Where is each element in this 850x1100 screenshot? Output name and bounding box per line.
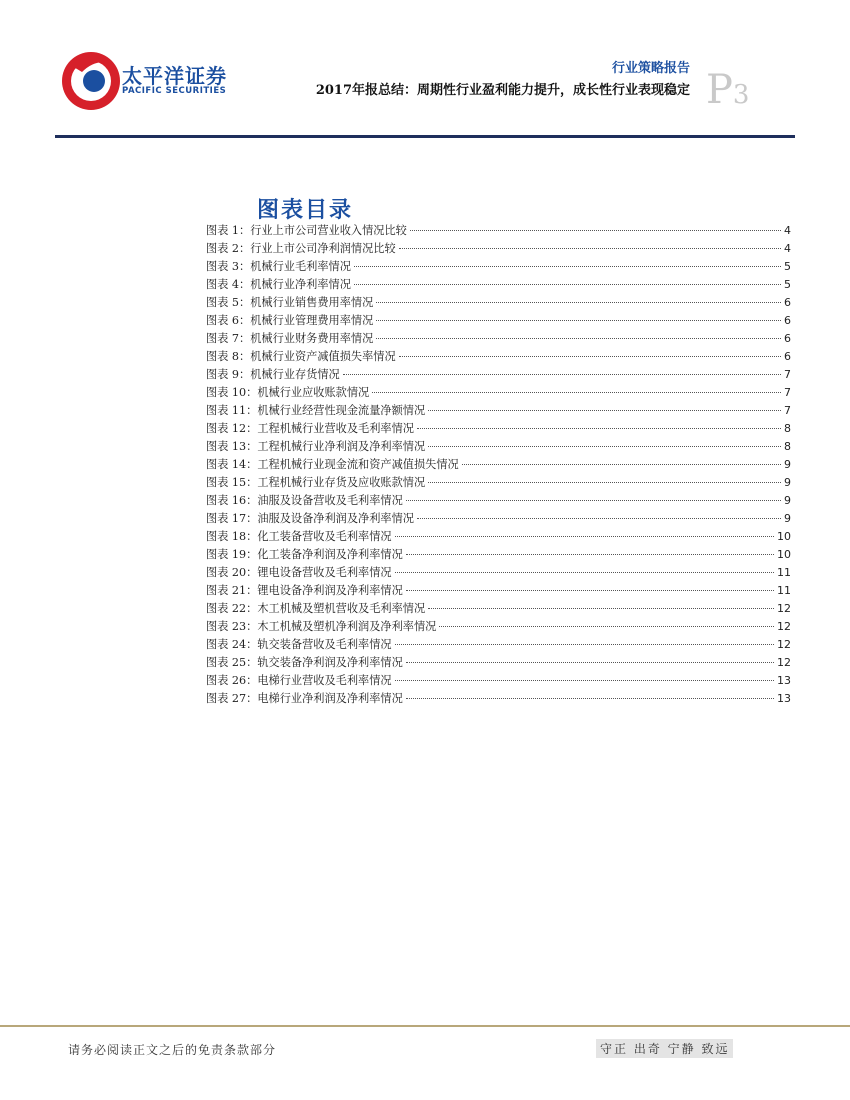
- toc-dot-leader: [428, 446, 781, 447]
- toc-entry-label: 图表 3：机械行业毛利率情况: [206, 260, 351, 273]
- toc-dot-leader: [376, 302, 781, 303]
- toc-entry-label: 图表 12：工程机械行业营收及毛利率情况: [206, 422, 414, 435]
- brand-name-chinese: 太平洋证券: [122, 64, 227, 88]
- toc-entry-label: 图表 15：工程机械行业存货及应收账款情况: [206, 476, 426, 489]
- toc-entry-label: 图表 11：机械行业经营性现金流量净额情况: [206, 404, 426, 417]
- toc-entry[interactable]: [206, 618, 791, 636]
- toc-dot-leader: [406, 590, 774, 591]
- toc-entry-label: 图表 18：化工装备营收及毛利率情况: [206, 530, 392, 543]
- toc-entry-page: 12: [777, 602, 791, 615]
- toc-entry-page: 6: [784, 350, 791, 363]
- toc-entry-label: 图表 19：化工装备净利润及净利率情况: [206, 548, 403, 561]
- toc-entry-page: 7: [784, 368, 791, 381]
- toc-entry[interactable]: [206, 348, 791, 366]
- toc-dot-leader: [399, 248, 781, 249]
- footer-divider: [0, 1025, 850, 1027]
- toc-entry[interactable]: [206, 690, 791, 708]
- toc-entry-label: 图表 6：机械行业管理费用率情况: [206, 314, 374, 327]
- page-marker-number: 3: [732, 80, 750, 110]
- toc-entry[interactable]: [206, 258, 791, 276]
- toc-dot-leader: [439, 626, 774, 627]
- toc-entry-label: 图表 5：机械行业销售费用率情况: [206, 296, 374, 309]
- toc-entry[interactable]: [206, 456, 791, 474]
- toc-entry[interactable]: [206, 582, 791, 600]
- toc-entry-page: 12: [777, 638, 791, 651]
- toc-dot-leader: [376, 338, 781, 339]
- toc-entry-page: 6: [784, 332, 791, 345]
- toc-entry-label: 图表 2：行业上市公司净利润情况比较: [206, 242, 396, 255]
- toc-entry-page: 10: [777, 530, 791, 543]
- toc-dot-leader: [406, 698, 774, 699]
- toc-entry-label: 图表 1：行业上市公司营业收入情况比较: [206, 224, 407, 237]
- toc-dot-leader: [406, 554, 774, 555]
- toc-entry-label: 图表 7：机械行业财务费用率情况: [206, 332, 374, 345]
- toc-entry[interactable]: [206, 384, 791, 402]
- toc-entry-label: 图表 25：轨交装备净利润及净利率情况: [206, 656, 403, 669]
- toc-entry[interactable]: [206, 672, 791, 690]
- toc-entry[interactable]: [206, 420, 791, 438]
- page-marker-letter: P: [706, 67, 733, 113]
- toc-entry-page: 6: [784, 296, 791, 309]
- toc-entry-page: 9: [784, 494, 791, 507]
- toc-entry-page: 4: [784, 224, 791, 237]
- toc-dot-leader: [462, 464, 781, 465]
- toc-dot-leader: [395, 572, 774, 573]
- toc-entry[interactable]: [206, 330, 791, 348]
- toc-dot-leader: [354, 284, 781, 285]
- page-header: [0, 0, 850, 140]
- toc-entry-label: 图表 14：工程机械行业现金流和资产减值损失情况: [206, 458, 459, 471]
- toc-entry-label: 图表 16：油服及设备营收及毛利率情况: [206, 494, 403, 507]
- toc-entry-label: 图表 23：木工机械及塑机净利润及净利率情况: [206, 620, 437, 633]
- toc-entry[interactable]: [206, 510, 791, 528]
- toc-entry-label: 图表 26：电梯行业营收及毛利率情况: [206, 674, 392, 687]
- toc-title: 图表目录: [257, 197, 354, 223]
- report-title: 2017年报总结：周期性行业盈利能力提升，成长性行业表现稳定: [315, 83, 690, 98]
- toc-entry[interactable]: [206, 294, 791, 312]
- header-divider: [55, 135, 795, 138]
- toc-entry[interactable]: [206, 402, 791, 420]
- toc-entry[interactable]: [206, 276, 791, 294]
- toc-entry[interactable]: [206, 366, 791, 384]
- toc-entry-page: 7: [784, 386, 791, 399]
- toc-entry[interactable]: [206, 474, 791, 492]
- toc-entry[interactable]: [206, 654, 791, 672]
- toc-dot-leader: [417, 428, 781, 429]
- toc-entry-label: 图表 21：锂电设备净利润及净利率情况: [206, 584, 403, 597]
- toc-dot-leader: [406, 500, 781, 501]
- toc-entry[interactable]: [206, 528, 791, 546]
- toc-entry-page: 8: [784, 440, 791, 453]
- toc-dot-leader: [395, 680, 774, 681]
- toc-dot-leader: [428, 482, 781, 483]
- toc-entry-page: 13: [777, 692, 791, 705]
- toc-entry[interactable]: [206, 636, 791, 654]
- toc-entry-page: 9: [784, 512, 791, 525]
- toc-entry[interactable]: [206, 600, 791, 618]
- toc-dot-leader: [406, 662, 774, 663]
- toc-entry[interactable]: [206, 546, 791, 564]
- toc-entry-label: 图表 27：电梯行业净利润及净利率情况: [206, 692, 403, 705]
- toc-entry-page: 12: [777, 620, 791, 633]
- toc-dot-leader: [399, 356, 781, 357]
- toc-entry-label: 图表 4：机械行业净利率情况: [206, 278, 351, 291]
- toc-entry-label: 图表 24：轨交装备营收及毛利率情况: [206, 638, 392, 651]
- toc-dot-leader: [354, 266, 781, 267]
- toc-entry[interactable]: [206, 564, 791, 582]
- page-marker: [706, 67, 750, 115]
- toc-entry[interactable]: [206, 240, 791, 258]
- toc-entry-page: 10: [777, 548, 791, 561]
- toc-entry-label: 图表 13：工程机械行业净利润及净利率情况: [206, 440, 426, 453]
- toc-entry-label: 图表 9：机械行业存货情况: [206, 368, 340, 381]
- footer-motto: 守正 出奇 宁静 致远: [596, 1039, 733, 1058]
- toc-entry-page: 6: [784, 314, 791, 327]
- toc-entry-label: 图表 22：木工机械及塑机营收及毛利率情况: [206, 602, 426, 615]
- toc-dot-leader: [417, 518, 781, 519]
- footer-disclaimer: 请务必阅读正文之后的免责条款部分: [68, 1043, 277, 1057]
- toc-entry-page: 13: [777, 674, 791, 687]
- toc-entry-page: 8: [784, 422, 791, 435]
- toc-entry-page: 4: [784, 242, 791, 255]
- toc-dot-leader: [372, 392, 781, 393]
- toc-dot-leader: [428, 410, 781, 411]
- toc-entry-page: 11: [777, 584, 791, 597]
- toc-dot-leader: [395, 644, 774, 645]
- toc-entry-page: 7: [784, 404, 791, 417]
- toc-entry-label: 图表 17：油服及设备净利润及净利率情况: [206, 512, 414, 525]
- toc-entry[interactable]: [206, 222, 791, 240]
- toc-entry-page: 11: [777, 566, 791, 579]
- report-type: 行业策略报告: [611, 61, 690, 76]
- brand-name-english: PACIFIC SECURITIES: [122, 86, 227, 96]
- toc-entry-label: 图表 8：机械行业资产减值损失率情况: [206, 350, 396, 363]
- toc-entry-page: 9: [784, 476, 791, 489]
- toc-entry[interactable]: [206, 492, 791, 510]
- toc-dot-leader: [395, 536, 774, 537]
- toc-dot-leader: [410, 230, 781, 231]
- toc-dot-leader: [343, 374, 781, 375]
- toc-dot-leader: [376, 320, 781, 321]
- toc-entry-page: 9: [784, 458, 791, 471]
- toc-entry-page: 5: [784, 260, 791, 273]
- toc-entry-page: 12: [777, 656, 791, 669]
- toc-dot-leader: [428, 608, 774, 609]
- toc-entry-page: 5: [784, 278, 791, 291]
- toc-list: [206, 222, 791, 708]
- toc-entry[interactable]: [206, 438, 791, 456]
- toc-entry-label: 图表 10：机械行业应收账款情况: [206, 386, 370, 399]
- toc-entry-label: 图表 20：锂电设备营收及毛利率情况: [206, 566, 392, 579]
- toc-entry[interactable]: [206, 312, 791, 330]
